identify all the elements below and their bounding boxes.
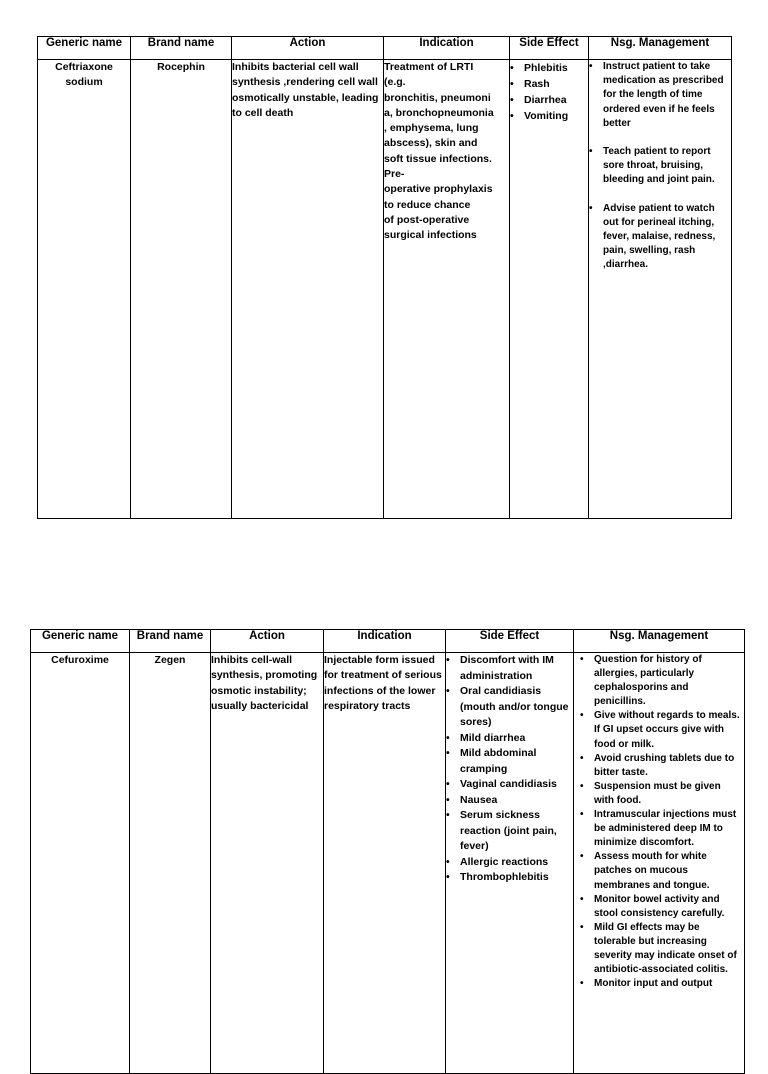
nsg-management-item: • Advise patient to watch out for perineal itching, fever, malaise, redness, pain, swelling, rash ,diarrhea. bbox=[603, 202, 731, 273]
indication-line: surgical infections bbox=[384, 229, 477, 242]
nsg-management-item: • Assess mouth for white patches on mucous membranes and tongue. bbox=[594, 850, 740, 892]
drug-table-ceftriaxone bbox=[37, 36, 732, 519]
table-row bbox=[31, 653, 745, 1074]
indication-line: abscess), skin and bbox=[384, 137, 478, 150]
action-cell: Inhibits cell-wall synthesis, promoting osmotic instability; usually bactericidal bbox=[211, 653, 324, 1074]
nsg-management-list bbox=[589, 60, 731, 273]
header-action: Action bbox=[232, 37, 384, 60]
side-effect-item: • Phlebitis bbox=[524, 60, 588, 76]
side-effect-item: • Vaginal candidiasis bbox=[460, 777, 573, 793]
header-side-effect: Side Effect bbox=[446, 630, 574, 653]
indication-line: (e.g. bbox=[384, 76, 406, 89]
side-effect-cell bbox=[446, 653, 574, 1074]
header-indication: Indication bbox=[324, 630, 446, 653]
side-effect-item: • Thrombophlebitis bbox=[460, 870, 573, 886]
side-effect-item: • Allergic reactions bbox=[460, 855, 573, 871]
generic-name-cell: Ceftriaxone sodium bbox=[38, 60, 131, 519]
nsg-management-cell bbox=[589, 60, 732, 519]
table-header-row bbox=[38, 37, 732, 60]
brand-name-cell: Rocephin bbox=[131, 60, 232, 519]
side-effect-item: • Serum sickness reaction (joint pain, fever) bbox=[460, 808, 573, 855]
side-effect-item: • Discomfort with IM administration bbox=[460, 653, 573, 684]
drug-table-cefuroxime bbox=[30, 629, 745, 1074]
action-cell: Inhibits bacterial cell wall synthesis ,rendering cell wall osmotically unstable, leading to cell death bbox=[232, 60, 384, 519]
nsg-management-cell bbox=[574, 653, 745, 1074]
nsg-management-item: • Give without regards to meals. If GI upset occurs give with food or milk. bbox=[594, 709, 740, 751]
header-action: Action bbox=[211, 630, 324, 653]
side-effect-list bbox=[510, 60, 588, 124]
indication-line: bronchitis, pneumoni bbox=[384, 91, 491, 104]
indication-line: Treatment of LRTI bbox=[384, 61, 474, 73]
header-indication: Indication bbox=[384, 37, 510, 60]
header-generic-name: Generic name bbox=[38, 37, 131, 60]
indication-line: to reduce chance bbox=[384, 198, 471, 211]
side-effect-item: • Rash bbox=[524, 76, 588, 92]
header-brand-name: Brand name bbox=[131, 37, 232, 60]
indication-cell: Injectable form issued for treatment of serious infections of the lower respiratory tracts bbox=[324, 653, 446, 1074]
side-effect-item: • Mild abdominal cramping bbox=[460, 746, 573, 777]
indication-line: of post-operative bbox=[384, 213, 470, 226]
table-header-row bbox=[31, 630, 745, 653]
header-nsg-management: Nsg. Management bbox=[574, 630, 745, 653]
side-effect-item: • Nausea bbox=[460, 793, 573, 809]
side-effect-list bbox=[446, 653, 573, 886]
header-side-effect: Side Effect bbox=[510, 37, 589, 60]
nsg-management-item: • Question for history of allergies, particularly cephalosporins and penicillins. bbox=[594, 653, 740, 709]
side-effect-item: • Vomiting bbox=[524, 108, 588, 124]
nsg-management-item: • Monitor input and output bbox=[594, 977, 740, 991]
indication-line: , emphysema, lung bbox=[384, 122, 479, 135]
table-row bbox=[38, 60, 732, 519]
header-generic-name: Generic name bbox=[31, 630, 130, 653]
nsg-management-list bbox=[580, 653, 740, 991]
indication-line: operative prophylaxis bbox=[384, 183, 493, 196]
indication-line: soft tissue infections. bbox=[384, 152, 492, 165]
nsg-management-item: • Intramuscular injections must be administered deep IM to minimize discomfort. bbox=[594, 808, 740, 850]
nsg-management-item: • Suspension must be given with food. bbox=[594, 780, 740, 808]
indication-line: a, bronchopneumonia bbox=[384, 106, 494, 119]
side-effect-cell bbox=[510, 60, 589, 519]
side-effect-item: • Diarrhea bbox=[524, 92, 588, 108]
generic-name-cell: Cefuroxime bbox=[31, 653, 130, 1074]
indication-line: Pre- bbox=[384, 168, 405, 181]
nsg-management-item: • Teach patient to report sore throat, bruising, bleeding and joint pain. bbox=[603, 145, 731, 188]
side-effect-item: • Oral candidiasis (mouth and/or tongue sores) bbox=[460, 684, 573, 731]
header-nsg-management: Nsg. Management bbox=[589, 37, 732, 60]
nsg-management-item: • Instruct patient to take medication as prescribed for the length of time ordered even if he feels better bbox=[603, 60, 731, 131]
indication-cell bbox=[384, 60, 510, 519]
nsg-management-item: • Mild GI effects may be tolerable but increasing severity may indicate onset of antibiotic-associated colitis. bbox=[594, 921, 740, 977]
nsg-management-item: • Monitor bowel activity and stool consistency carefully. bbox=[594, 893, 740, 921]
side-effect-item: • Mild diarrhea bbox=[460, 731, 573, 747]
header-brand-name: Brand name bbox=[130, 630, 211, 653]
nsg-management-item: • Avoid crushing tablets due to bitter taste. bbox=[594, 752, 740, 780]
brand-name-cell: Zegen bbox=[130, 653, 211, 1074]
